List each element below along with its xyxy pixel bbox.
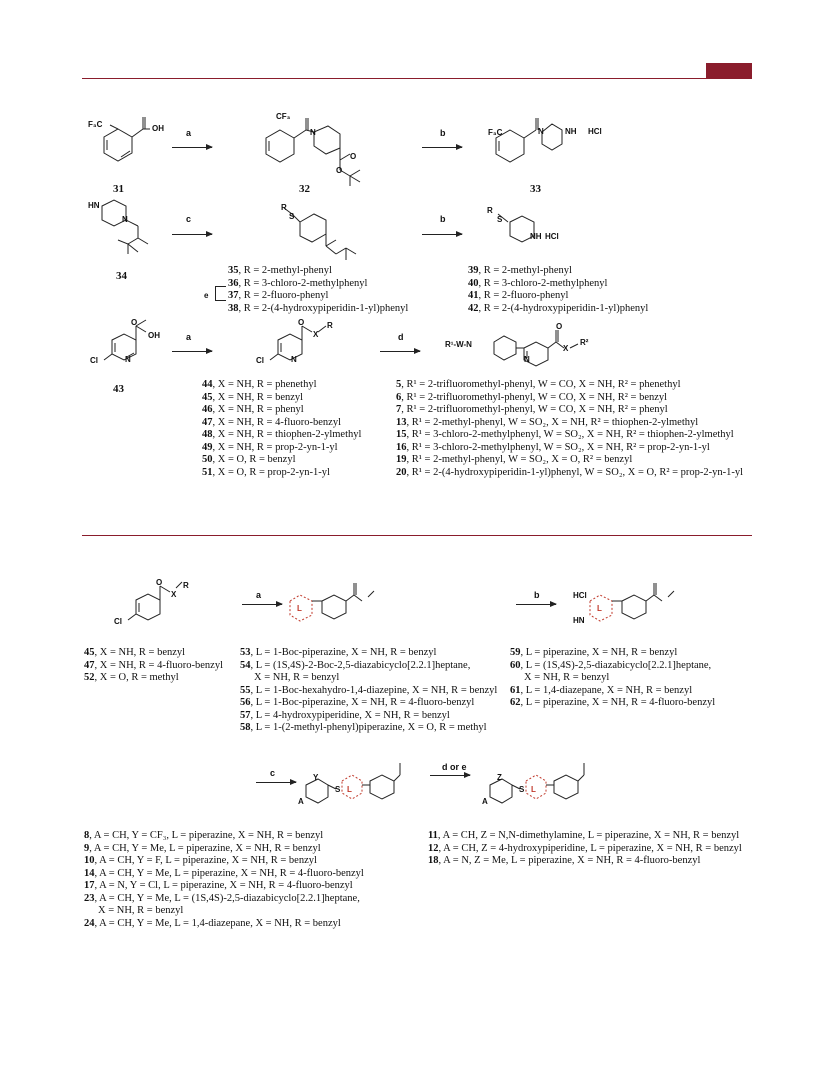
- compound-34: 34: [116, 270, 127, 282]
- compound-entry: [468, 265, 648, 278]
- compound-entry: [84, 660, 223, 673]
- compound-definition: , A = CH, Y = Me, L = piperazine, X = NH, R = 4-fluoro-benzyl: [94, 867, 364, 879]
- atom-n32a: N: [310, 128, 316, 137]
- compound-definition: , A = N, Z = Me, L = piperazine, X = NH, R = 4-fluoro-benzyl: [438, 855, 701, 866]
- atom-r35: R: [281, 203, 287, 212]
- reagent-s2-de: d or e: [442, 762, 467, 772]
- section-rule: [82, 535, 752, 536]
- atom-s2-x: X: [171, 590, 177, 599]
- compound-entry: [468, 290, 648, 303]
- compound-definition: , A = CH, Y = Me, L = 1,4-diazepane, X = NH, R = benzyl: [94, 917, 341, 929]
- compound-entry: [240, 710, 497, 723]
- compound-definition: , X = NH, R = 4-fluoro-benzyl: [94, 659, 223, 671]
- reagent-b1: b: [440, 128, 446, 138]
- atom-s2-s1: S: [335, 785, 341, 794]
- arrow-b1: [422, 147, 462, 148]
- atom-n5: N: [524, 355, 530, 364]
- compound-definition: , R¹ = 2-methyl-phenyl, W = SO₂, X = O, R² = benzyl: [406, 454, 633, 465]
- compound-number: 9: [84, 842, 90, 854]
- atom-cf3-33: F₃C: [488, 128, 503, 137]
- compound-number: 56: [240, 697, 251, 708]
- compound-number: 49: [202, 441, 213, 453]
- arrow-s2-c: [256, 782, 296, 783]
- compound-entry: [84, 647, 223, 660]
- reagent-a2: a: [186, 332, 192, 342]
- atom-nh33: NH: [565, 127, 577, 136]
- atom-cl43: Cl: [90, 356, 98, 365]
- arrow-a1: [172, 147, 212, 148]
- compound-number: 19: [396, 454, 407, 465]
- list-53-58: [240, 647, 497, 735]
- compound-entry: [84, 880, 364, 893]
- compound-number: 57: [240, 709, 251, 721]
- compound-entry: [228, 278, 408, 291]
- atom-r2-5: R²: [580, 338, 589, 347]
- compound-definition: , L = (1S,4S)-2-Boc-2,5-diazabicyclo[2.2.1]heptane,: [250, 659, 471, 671]
- atom-s39: S: [497, 215, 503, 224]
- compound-definition: , R¹ = 2-trifluoromethyl-phenyl, W = CO, X = NH, R² = phenethyl: [401, 379, 681, 390]
- atom-n44: N: [291, 355, 297, 364]
- compound-definition: , X = O, R = prop-2-yn-1-yl: [212, 466, 330, 478]
- compound-definition: , L = 1,4-diazepane, X = NH, R = benzyl: [520, 684, 693, 696]
- structure-5: [470, 322, 600, 377]
- atom-oh43: OH: [148, 331, 160, 340]
- atom-s2-s2: S: [519, 785, 525, 794]
- compound-definition: , A = CH, Y = Me, L = piperazine, X = NH, R = benzyl: [89, 842, 321, 854]
- reagent-d: d: [398, 332, 404, 342]
- atom-n33a: N: [538, 127, 544, 136]
- compound-number: 7: [396, 404, 402, 415]
- atom-s2-hcl: HCl: [573, 591, 587, 600]
- compound-number: 54: [240, 659, 251, 671]
- compound-definition: , R¹ = 2-methyl-phenyl, W = SO₂, X = NH, R² = thiophen-2-ylmethyl: [406, 416, 699, 428]
- compound-entry: [228, 303, 408, 316]
- atom-o43: O: [131, 318, 138, 327]
- compound-definition: , X = NH, R = phenyl: [212, 404, 304, 415]
- compound-entry: [396, 404, 743, 417]
- compound-definition: , X = O, R = methyl: [94, 672, 179, 683]
- compound-definition: , R = 2-(4-hydroxypiperidin-1-yl)phenyl: [478, 302, 649, 314]
- compound-number: 53: [240, 647, 251, 658]
- compound-entry: [240, 672, 497, 685]
- compound-number: 15: [396, 429, 407, 440]
- compound-33: 33: [530, 183, 541, 195]
- atom-s2-cl: Cl: [114, 617, 122, 626]
- compound-number: 47: [202, 416, 213, 428]
- compound-entry: [396, 454, 743, 467]
- atom-s35: S: [289, 212, 295, 221]
- structure-8: [300, 755, 420, 820]
- compound-entry: [240, 660, 497, 673]
- compound-definition: X = NH, R = benzyl: [524, 672, 610, 683]
- atom-n34: N: [122, 215, 128, 224]
- compound-definition: , A = CH, Z = 4-hydroxypiperidine, L = piperazine, X = NH, R = benzyl: [438, 842, 742, 854]
- atom-s2-l3: L: [347, 785, 352, 794]
- compound-definition: , R = 2-methyl-phenyl: [238, 265, 332, 276]
- structure-34: [90, 200, 180, 265]
- compound-number: 36: [228, 277, 239, 289]
- atom-s2-a2: A: [482, 797, 488, 806]
- compound-definition: , R¹ = 2-trifluoromethyl-phenyl, W = CO, X = NH, R² = phenyl: [401, 404, 668, 415]
- reagent-a1: a: [186, 128, 192, 138]
- compound-entry: [396, 442, 743, 455]
- atom-r44: R: [327, 321, 333, 330]
- compound-entry: [202, 379, 361, 392]
- atom-o32b: O: [336, 166, 343, 175]
- atom-hcl39: HCl: [545, 232, 559, 241]
- compound-definition: , X = NH, R = benzyl: [212, 391, 304, 403]
- compound-number: 13: [396, 416, 407, 428]
- compound-number: 8: [84, 830, 90, 841]
- compound-definition: , R¹ = 3-chloro-2-methylphenyl, W = SO₂, X = NH, R² = prop-2-yn-1-yl: [406, 441, 710, 453]
- compound-entry: [84, 868, 364, 881]
- compound-definition: , A = CH, Z = N,N-dimethylamine, L = piperazine, X = NH, R = benzyl: [437, 830, 740, 841]
- compound-entry: [202, 392, 361, 405]
- atom-r1w: R¹-W-N: [445, 340, 472, 349]
- compound-number: 18: [428, 855, 439, 866]
- compound-definition: , R = 2-methyl-phenyl: [478, 265, 572, 276]
- atom-o32a: O: [350, 152, 357, 161]
- compound-number: 41: [468, 290, 479, 301]
- compound-definition: , X = O, R = benzyl: [212, 454, 296, 465]
- compound-definition: , X = NH, R = benzyl: [94, 647, 186, 658]
- compound-entry: [396, 392, 743, 405]
- compound-definition: , A = CH, Y = CF₃, L = piperazine, X = NH, R = benzyl: [89, 830, 324, 841]
- compound-number: 46: [202, 404, 213, 415]
- reagent-c: c: [186, 214, 192, 224]
- compound-entry: [428, 843, 742, 856]
- arrow-e: [215, 286, 226, 301]
- compound-entry: [468, 303, 648, 316]
- compound-definition: , L = 4-hydroxypiperidine, X = NH, R = benzyl: [250, 709, 450, 721]
- compound-entry: [428, 830, 742, 843]
- compound-entry: [240, 722, 497, 735]
- atom-s2-a1: A: [298, 797, 304, 806]
- compound-definition: , R¹ = 2-(4-hydroxypiperidin-1-yl)phenyl, W = SO₂, X = O, R² = prop-2-yn-1-yl: [406, 466, 744, 478]
- atom-oh-31: OH: [152, 124, 164, 133]
- compound-definition: , R = 3-chloro-2-methylphenyl: [238, 277, 368, 289]
- atom-s2-y: Y: [313, 773, 319, 782]
- compound-number: 11: [428, 830, 438, 841]
- compound-number: 40: [468, 277, 479, 289]
- compound-number: 51: [202, 466, 213, 478]
- list-11-18: [428, 830, 742, 868]
- compound-number: 62: [510, 697, 521, 708]
- compound-entry: [202, 467, 361, 480]
- compound-definition: , R = 3-chloro-2-methylphenyl: [478, 277, 608, 289]
- compound-entry: [202, 429, 361, 442]
- compound-entry: [510, 660, 715, 673]
- atom-x5: X: [563, 344, 569, 353]
- compound-entry: [84, 918, 364, 931]
- compound-entry: [84, 905, 364, 918]
- compound-entry: [84, 855, 364, 868]
- compound-number: 5: [396, 379, 402, 390]
- list-59-62: [510, 647, 715, 710]
- compound-definition: , X = NH, R = 4-fluoro-benzyl: [212, 416, 341, 428]
- compound-definition: , X = NH, R = thiophen-2-ylmethyl: [212, 429, 362, 440]
- arrow-b2: [422, 234, 462, 235]
- arrow-d: [380, 351, 420, 352]
- compound-number: 10: [84, 855, 95, 866]
- atom-s2-o: O: [156, 578, 163, 587]
- compound-definition: , R = 2-(4-hydroxypiperidin-1-yl)phenyl: [238, 302, 409, 314]
- compound-number: 45: [202, 391, 213, 403]
- atom-s2-r: R: [183, 581, 189, 590]
- atom-s2-l4: L: [531, 785, 536, 794]
- compound-number: 61: [510, 684, 521, 696]
- compound-entry: [202, 442, 361, 455]
- compound-number: 47: [84, 659, 95, 671]
- atom-cf3-31: F₃C: [88, 120, 103, 129]
- atom-o44: O: [298, 318, 305, 327]
- header-rule: [82, 78, 752, 79]
- atom-hn34: HN: [88, 201, 100, 210]
- compound-entry: [202, 404, 361, 417]
- compound-entry: [84, 843, 364, 856]
- compound-entry: [84, 672, 223, 685]
- compound-entry: [510, 672, 715, 685]
- compound-definition: , A = N, Y = Cl, L = piperazine, X = NH, R = 4-fluoro-benzyl: [94, 880, 353, 891]
- reagent-s2-c: c: [270, 768, 276, 778]
- compound-entry: [396, 417, 743, 430]
- arrow-s2-de: [430, 775, 470, 776]
- atom-x44: X: [313, 330, 319, 339]
- list-35-38: [228, 265, 408, 315]
- atom-s2-l2: L: [597, 604, 602, 613]
- compound-definition: , L = piperazine, X = NH, R = benzyl: [520, 647, 678, 658]
- reagent-s2-a: a: [256, 590, 262, 600]
- list-45-52: [84, 647, 223, 685]
- compound-number: 55: [240, 684, 251, 696]
- compound-entry: [228, 290, 408, 303]
- reagent-e: e: [204, 291, 209, 300]
- atom-hcl33: HCl: [588, 127, 602, 136]
- compound-entry: [510, 685, 715, 698]
- atom-s2-hn: HN: [573, 616, 585, 625]
- compound-definition: , L = 1-Boc-piperazine, X = NH, R = benzyl: [250, 647, 437, 658]
- list-39-42: [468, 265, 648, 315]
- compound-definition: , L = (1S,4S)-2,5-diazabicyclo[2.2.1]heptane,: [520, 659, 712, 671]
- arrow-s2-a: [242, 604, 282, 605]
- compound-entry: [468, 278, 648, 291]
- arrow-c: [172, 234, 212, 235]
- compound-definition: , R¹ = 3-chloro-2-methylphenyl, W = SO₂, X = NH, R² = thiophen-2-ylmethyl: [406, 429, 734, 440]
- reagent-b2: b: [440, 214, 446, 224]
- compound-number: 6: [396, 391, 402, 403]
- atom-n43: N: [125, 355, 131, 364]
- structure-59: [578, 575, 678, 640]
- atom-s2-z: Z: [497, 773, 502, 782]
- compound-number: 48: [202, 429, 213, 440]
- compound-entry: [396, 429, 743, 442]
- compound-number: 45: [84, 647, 95, 658]
- compound-entry: [84, 893, 364, 906]
- structure-33: [488, 112, 578, 172]
- compound-number: 23: [84, 892, 95, 904]
- list-8-24: [84, 830, 364, 930]
- compound-31: 31: [113, 183, 124, 195]
- compound-entry: [396, 467, 743, 480]
- list-5-20: [396, 379, 743, 479]
- header-tab: [706, 63, 752, 78]
- structure-11: [484, 755, 604, 820]
- atom-o5: O: [556, 322, 563, 331]
- compound-definition: , X = NH, R = phenethyl: [212, 379, 317, 390]
- compound-number: 59: [510, 647, 521, 658]
- compound-definition: , R¹ = 2-trifluoromethyl-phenyl, W = CO, X = NH, R² = benzyl: [401, 391, 668, 403]
- compound-32: 32: [299, 183, 310, 195]
- compound-number: 39: [468, 265, 479, 276]
- arrow-s2-b: [516, 604, 556, 605]
- atom-r39: R: [487, 206, 493, 215]
- compound-entry: [202, 417, 361, 430]
- compound-definition: , A = CH, Y = Me, L = (1S,4S)-2,5-diazabicyclo[2.2.1]heptane,: [94, 892, 360, 904]
- compound-number: 24: [84, 917, 95, 929]
- atom-s2-l1: L: [297, 604, 302, 613]
- compound-entry: [228, 265, 408, 278]
- compound-number: 38: [228, 302, 239, 314]
- compound-number: 50: [202, 454, 213, 465]
- compound-number: 37: [228, 290, 239, 301]
- compound-entry: [240, 647, 497, 660]
- compound-entry: [428, 855, 742, 868]
- compound-definition: X = NH, R = benzyl: [254, 672, 340, 683]
- compound-number: 20: [396, 466, 407, 478]
- compound-number: 12: [428, 842, 439, 854]
- compound-definition: X = NH, R = benzyl: [98, 905, 184, 916]
- list-44-51: [202, 379, 361, 479]
- compound-entry: [396, 379, 743, 392]
- compound-43: 43: [113, 383, 124, 395]
- compound-number: 14: [84, 867, 95, 879]
- compound-number: 44: [202, 379, 213, 390]
- compound-definition: , R = 2-fluoro-phenyl: [238, 290, 329, 301]
- compound-definition: , R = 2-fluoro-phenyl: [478, 290, 569, 301]
- compound-definition: , L = 1-(2-methyl-phenyl)piperazine, X = O, R = methyl: [250, 722, 487, 733]
- compound-number: 17: [84, 880, 95, 891]
- compound-entry: [240, 697, 497, 710]
- compound-definition: , A = CH, Y = F, L = piperazine, X = NH, R = benzyl: [94, 855, 317, 866]
- compound-entry: [202, 454, 361, 467]
- compound-entry: [510, 697, 715, 710]
- compound-definition: , L = 1-Boc-hexahydro-1,4-diazepine, X = NH, R = benzyl: [250, 684, 498, 696]
- compound-entry: [240, 685, 497, 698]
- reagent-s2-b: b: [534, 590, 540, 600]
- compound-entry: [510, 647, 715, 660]
- compound-number: 58: [240, 722, 251, 733]
- compound-definition: , L = 1-Boc-piperazine, X = NH, R = 4-fluoro-benzyl: [250, 697, 475, 708]
- compound-number: 60: [510, 659, 521, 671]
- compound-definition: , L = piperazine, X = NH, R = 4-fluoro-benzyl: [520, 697, 716, 708]
- atom-cl44: Cl: [256, 356, 264, 365]
- compound-entry: [84, 830, 364, 843]
- atom-cf3-32: CF₃: [276, 112, 291, 121]
- compound-definition: , X = NH, R = prop-2-yn-1-yl: [212, 441, 338, 453]
- compound-number: 16: [396, 441, 407, 453]
- compound-number: 42: [468, 302, 479, 314]
- compound-number: 35: [228, 265, 239, 276]
- arrow-a2: [172, 351, 212, 352]
- compound-number: 52: [84, 672, 95, 683]
- atom-nh39: NH: [530, 232, 542, 241]
